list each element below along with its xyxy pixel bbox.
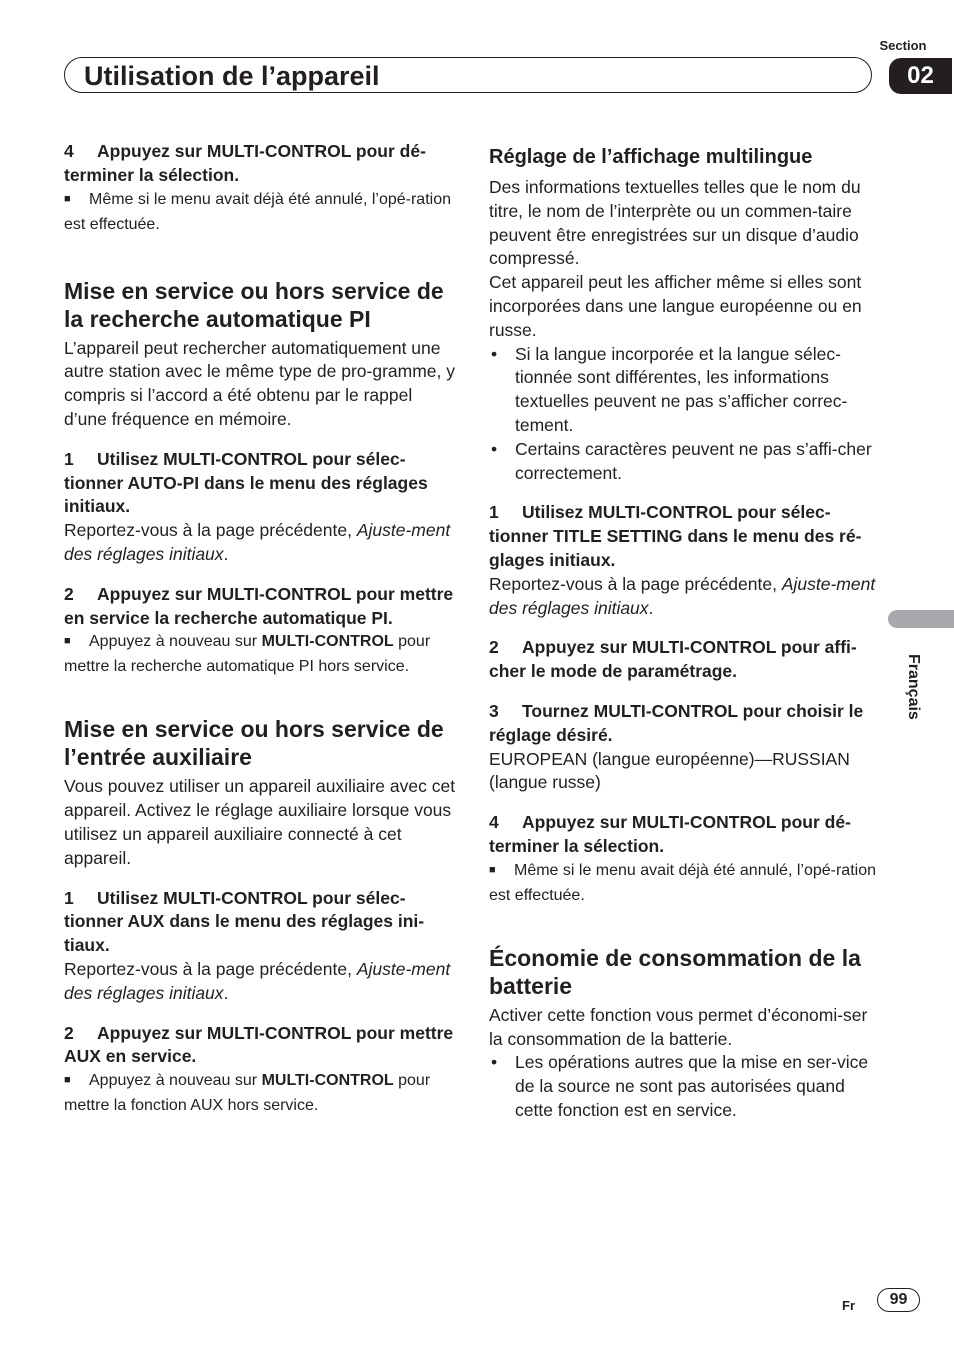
aux-section-heading: Mise en service ou hors service de l’entrée auxiliaire xyxy=(64,716,444,771)
multilingual-step-1: 1 Utilisez MULTI-CONTROL pour sélec-tionner TITLE SETTING dans le menu des ré-glages initiaux. xyxy=(489,502,862,570)
list-item: • Si la langue incorporée et la langue sélec-tionnée sont différentes, les informations textuelles peuvent ne pas s’afficher correc-tement. xyxy=(489,343,881,438)
battery-intro: Activer cette fonction vous permet d’économi-ser la consommation de la batterie. xyxy=(489,1004,868,1049)
aux-step-2: 2 Appuyez sur MULTI-CONTROL pour mettre AUX en service. xyxy=(64,1022,454,1067)
pi-step-2: 2 Appuyez sur MULTI-CONTROL pour mettre en service la recherche automatique PI. xyxy=(64,583,454,628)
section-number-badge: 02 xyxy=(889,58,952,94)
multilingual-step-3: 3 Tournez MULTI-CONTROL pour choisir le réglage désiré. xyxy=(489,700,864,745)
square-bullet-icon: ■ xyxy=(64,1074,71,1087)
list-item: • Certains caractères peuvent ne pas s’affi-cher correctement. xyxy=(489,438,881,486)
footer-lang-code: Fr xyxy=(842,1298,855,1313)
step-4-note: ■ Même si le menu avait déjà été annulé, l’opé-ration est effectuée. xyxy=(64,188,456,237)
multilingual-intro-1: Des informations textuelles telles que le nom du titre, le nom de l’interprète ou un commen-taire peuvent être enregistrées sur un disque d’audio compressé. xyxy=(489,177,861,269)
aux-step-1: 1 Utilisez MULTI-CONTROL pour sélec-tionner AUX dans le menu des réglages ini-tiaux. xyxy=(64,887,425,956)
aux-intro: Vous pouvez utiliser un appareil auxiliaire avec cet appareil. Activez le réglage auxiliaire lorsque vous utilisez un appareil auxiliaire connecté à cet appareil. xyxy=(64,776,456,868)
multilingual-intro-2: Cet appareil peut les afficher même si elles sont incorporées dans une langue européenne ou en russe. xyxy=(489,272,862,340)
pi-section-heading: Mise en service ou hors service de la recherche automatique PI xyxy=(64,277,444,332)
aux-step-2-note: ■ Appuyez à nouveau sur MULTI-CONTROL pour mettre la fonction AUX hors service. xyxy=(64,1069,456,1118)
multilingual-section-heading: Réglage de l’affichage multilingue xyxy=(489,146,813,168)
pi-step-1: 1 Utilisez MULTI-CONTROL pour sélec-tionner AUTO-PI dans le menu des réglages initiaux. xyxy=(64,448,428,517)
multilingual-step-1-reference: Reportez-vous à la page précédente, Ajuste-ment des réglages initiaux. xyxy=(489,573,876,618)
multilingual-step-4-note: ■ Même si le menu avait déjà été annulé, l’opé-ration est effectuée. xyxy=(489,859,881,908)
square-bullet-icon: ■ xyxy=(489,863,496,876)
battery-section-heading: Économie de consommation de la batterie xyxy=(489,944,861,999)
left-column xyxy=(64,140,456,1118)
pi-step-2-note: ■ Appuyez à nouveau sur MULTI-CONTROL pour mettre la recherche automatique PI hors service. xyxy=(64,630,456,679)
multilingual-step-2: 2 Appuyez sur MULTI-CONTROL pour affi-cher le mode de paramétrage. xyxy=(489,637,857,682)
step-4-instruction: 4 Appuyez sur MULTI-CONTROL pour dé-terminer la sélection. xyxy=(64,141,426,185)
battery-bullets xyxy=(489,1051,881,1122)
square-bullet-icon: ■ xyxy=(64,635,71,648)
page-title: Utilisation de l’appareil xyxy=(84,61,380,91)
square-bullet-icon: ■ xyxy=(64,192,71,205)
pi-intro: L’appareil peut rechercher automatiquement une autre station avec le même type de pro-gramme, y compris si l’accord a été obtenu par le rappel d’une fréquence en mémoire. xyxy=(64,337,456,429)
multilingual-step-3-options: EUROPEAN (langue européenne)—RUSSIAN (langue russe) xyxy=(489,748,850,793)
language-label: Français xyxy=(905,654,922,720)
pi-step-1-reference: Reportez-vous à la page précédente, Ajuste-ment des réglages initiaux. xyxy=(64,520,451,564)
page-number: 99 xyxy=(877,1288,920,1312)
multilingual-bullets xyxy=(489,343,881,486)
language-tab-marker xyxy=(888,610,954,628)
section-label: Section xyxy=(879,38,927,53)
multilingual-step-4: 4 Appuyez sur MULTI-CONTROL pour dé-terminer la sélection. xyxy=(489,812,851,856)
list-item: • Les opérations autres que la mise en ser-vice de la source ne sont pas autorisées quand cette fonction est en service. xyxy=(489,1051,881,1122)
right-column xyxy=(489,140,881,1123)
aux-step-1-reference: Reportez-vous à la page précédente, Ajuste-ment des réglages initiaux. xyxy=(64,958,451,1003)
